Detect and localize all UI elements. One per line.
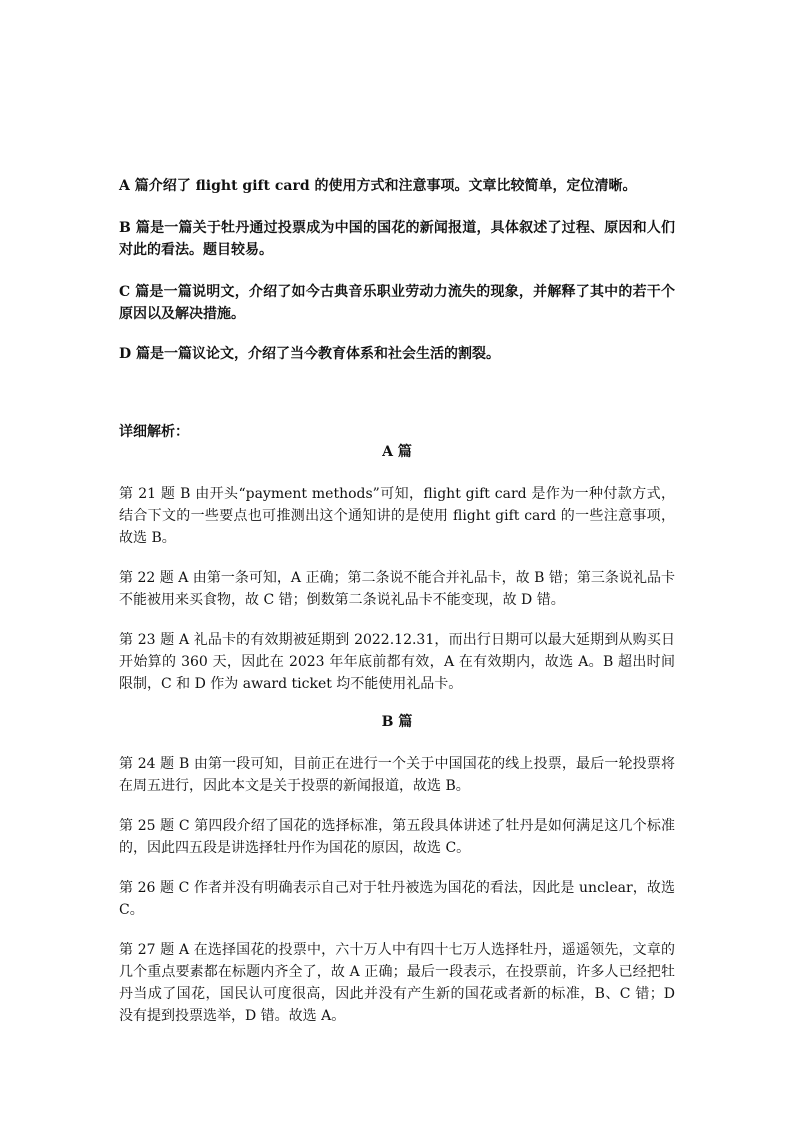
question-25-explanation: 第 25 题 C 第四段介绍了国花的选择标准，第五段具体讲述了牡丹是如何满足这几个标准的，因此四五段是讲选择牡丹作为国花的原因，故选 C。: [119, 818, 675, 856]
section-b-title: B 篇: [381, 714, 413, 730]
question-27-explanation: 第 27 题 A 在选择国花的投票中，六十万人中有四十七万人选择牡丹，遥遥领先，文章的几个重点要素都在标题内齐全了，故 A 正确；最后一段表示，在投票前，许多人已经把牡丹当成了国花，国民认可度很高，因此并没有产生新的国花或者新的标准，B、C 错；D 没有提到投票选举，D 错。故选 A。: [119, 942, 675, 1024]
summary-passage-c: C 篇是一篇说明文，介绍了如今古典音乐职业劳动力流失的现象，并解释了其中的若干个原因以及解决措施。: [119, 284, 675, 322]
question-23-explanation: 第 23 题 A 礼品卡的有效期被延期到 2022.12.31，而出行日期可以最大延期到从购买日开始算的 360 天，因此在 2023 年年底前都有效，A 在有效期内，故选 A。B 超出时间限制，C 和 D 作为 award ticket 均不能使用礼品卡。: [119, 632, 675, 692]
question-26-explanation: 第 26 题 C 作者并没有明确表示自己对于牡丹被选为国花的看法，因此是 unclear，故选 C。: [119, 880, 675, 918]
summary-passage-d: D 篇是一篇议论文，介绍了当今教育体系和社会生活的割裂。: [119, 346, 501, 362]
question-22-explanation: 第 22 题 A 由第一条可知，A 正确；第二条说不能合并礼品卡，故 B 错；第三条说礼品卡不能被用来买食物，故 C 错；倒数第二条说礼品卡不能变现，故 D 错。: [119, 570, 675, 608]
question-21-explanation: 第 21 题 B 由开头“payment methods”可知，flight gift card 是作为一种付款方式，结合下文的一些要点也可推测出这个通知讲的是使用 flight gift card 的一些注意事项，故选 B。: [119, 486, 675, 546]
summary-passage-a: A 篇介绍了 flight gift card 的使用方式和注意事项。文章比较简单，定位清晰。: [119, 178, 637, 194]
summary-passage-b: B 篇是一篇关于牡丹通过投票成为中国的国花的新闻报道，具体叙述了过程、原因和人们对此的看法。题目较易。: [119, 220, 675, 258]
question-24-explanation: 第 24 题 B 由第一段可知，目前正在进行一个关于中国国花的线上投票，最后一轮投票将在周五进行，因此本文是关于投票的新闻报道，故选 B。: [119, 756, 675, 794]
analysis-heading: 详细解析：: [119, 424, 189, 440]
section-a-title: A 篇: [382, 444, 412, 460]
